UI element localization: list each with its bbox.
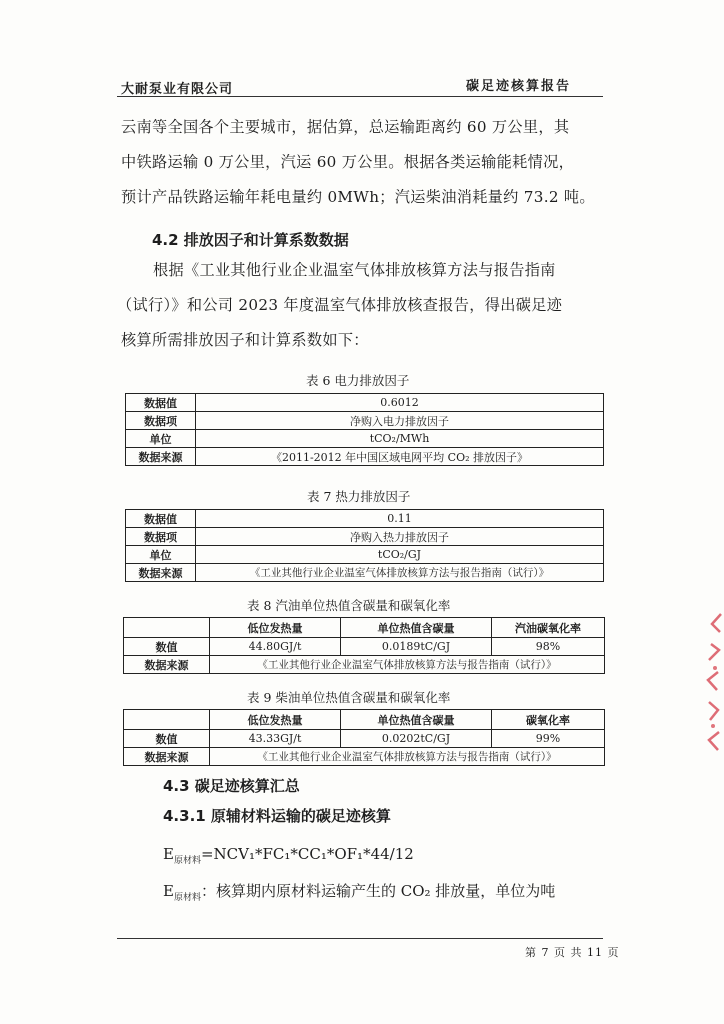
table7-heat-factor [125, 509, 604, 582]
table-cell-label: 单位 [126, 546, 196, 564]
table-row [126, 510, 604, 528]
header-report-title: 碳足迹核算报告 [466, 79, 572, 94]
table-cell-label: 数据来源 [126, 564, 196, 582]
table-row [126, 394, 604, 412]
table-cell-empty [124, 710, 210, 730]
table-cell-value: 44.80GJ/t [210, 638, 341, 656]
formula-definition [163, 880, 555, 903]
formula-equation [163, 845, 414, 866]
table-header: 汽油碳氧化率 [492, 618, 605, 638]
formula-symbol: E [163, 882, 174, 900]
table8-gasoline [123, 617, 605, 674]
table-cell-label: 数据来源 [126, 448, 196, 466]
table-cell-value: tCO₂/GJ [196, 546, 604, 564]
table-row [126, 546, 604, 564]
table-cell-value: 0.0189tC/GJ [341, 638, 492, 656]
table-row [124, 730, 605, 748]
section-heading-4-3: 4.3 碳足迹核算汇总 [163, 777, 300, 795]
table-cell-label: 数据项 [126, 528, 196, 546]
table-cell-value: 0.11 [196, 510, 604, 528]
table-cell-value: 0.6012 [196, 394, 604, 412]
section-heading-4-2: 4.2 排放因子和计算系数数据 [152, 231, 349, 249]
table-row [124, 748, 605, 766]
table9-diesel [123, 709, 605, 766]
table-row [124, 618, 605, 638]
table-header: 单位热值含碳量 [341, 618, 492, 638]
formula-rhs: =NCV₁*FC₁*CC₁*OF₁*44/12 [200, 845, 414, 863]
table-row [126, 430, 604, 448]
header-divider [117, 96, 603, 97]
table-cell-value: 99% [492, 730, 605, 748]
table-cell-label: 单位 [126, 430, 196, 448]
table-header: 单位热值含碳量 [341, 710, 492, 730]
section-heading-4-3-1: 4.3.1 原辅材料运输的碳足迹核算 [163, 807, 391, 825]
table-header: 低位发热量 [210, 710, 341, 730]
table-row [126, 448, 604, 466]
paragraph-line: 核算所需排放因子和计算系数如下： [121, 331, 369, 349]
paragraph-line: 云南等全国各个主要城市，据估算，总运输距离约 60 万公里，其 [121, 118, 570, 136]
paragraph-line: 预计产品铁路运输年耗电量约 0MWh；汽运柴油消耗量约 73.2 吨。 [121, 188, 595, 206]
formula-subscript: 原材料 [173, 893, 201, 903]
table-header: 低位发热量 [210, 618, 341, 638]
table-row [126, 528, 604, 546]
header-company: 大耐泵业有限公司 [121, 82, 234, 97]
page-number: 第 7 页 共 11 页 [525, 946, 620, 959]
table-cell-value: 净购入电力排放因子 [196, 412, 604, 430]
table-cell-label: 数据来源 [124, 748, 210, 766]
table-cell-value: 《工业其他行业企业温室气体排放核算方法与报告指南（试行）》 [210, 656, 605, 674]
table-row [124, 638, 605, 656]
table-cell-value: 0.0202tC/GJ [341, 730, 492, 748]
table-row [124, 656, 605, 674]
formula-definition-text: ：核算期内原材料运输产生的 CO₂ 排放量，单位为吨 [200, 882, 556, 900]
table-cell-value: 98% [492, 638, 605, 656]
table-row [126, 412, 604, 430]
table-cell-value: 净购入热力排放因子 [196, 528, 604, 546]
paragraph-line: 中铁路运输 0 万公里，汽运 60 万公里。根据各类运输能耗情况， [121, 153, 575, 171]
table7-caption: 表 7 热力排放因子 [307, 489, 411, 504]
table-cell-value: 43.33GJ/t [210, 730, 341, 748]
table-cell-label: 数据值 [126, 394, 196, 412]
table-cell-label: 数据来源 [124, 656, 210, 674]
footer-divider [117, 938, 603, 939]
paragraph-line: 根据《工业其他行业企业温室气体排放核算方法与报告指南 [153, 261, 556, 279]
table-cell-empty [124, 618, 210, 638]
table9-caption: 表 9 柴油单位热值含碳量和碳氧化率 [247, 690, 451, 705]
table-cell-label: 数值 [124, 638, 210, 656]
table-row [126, 564, 604, 582]
table-cell-value: 《2011-2012 年中国区域电网平均 CO₂ 排放因子》 [196, 448, 604, 466]
table6-electricity-factor [125, 393, 604, 466]
table-cell-value: tCO₂/MWh [196, 430, 604, 448]
formula-subscript: 原材料 [173, 856, 201, 866]
table-cell-label: 数据值 [126, 510, 196, 528]
formula-symbol: E [163, 845, 174, 863]
red-seal-fragment [703, 610, 724, 760]
paragraph-line: （试行）》和公司 2023 年度温室气体排放核查报告，得出碳足迹 [117, 296, 563, 314]
table-cell-value: 《工业其他行业企业温室气体排放核算方法与报告指南（试行）》 [196, 564, 604, 582]
table6-caption: 表 6 电力排放因子 [306, 373, 410, 388]
table-cell-label: 数据项 [126, 412, 196, 430]
table-cell-label: 数值 [124, 730, 210, 748]
table-header: 碳氧化率 [492, 710, 605, 730]
table-row [124, 710, 605, 730]
table-cell-value: 《工业其他行业企业温室气体排放核算方法与报告指南（试行）》 [210, 748, 605, 766]
table8-caption: 表 8 汽油单位热值含碳量和碳氧化率 [247, 598, 451, 613]
